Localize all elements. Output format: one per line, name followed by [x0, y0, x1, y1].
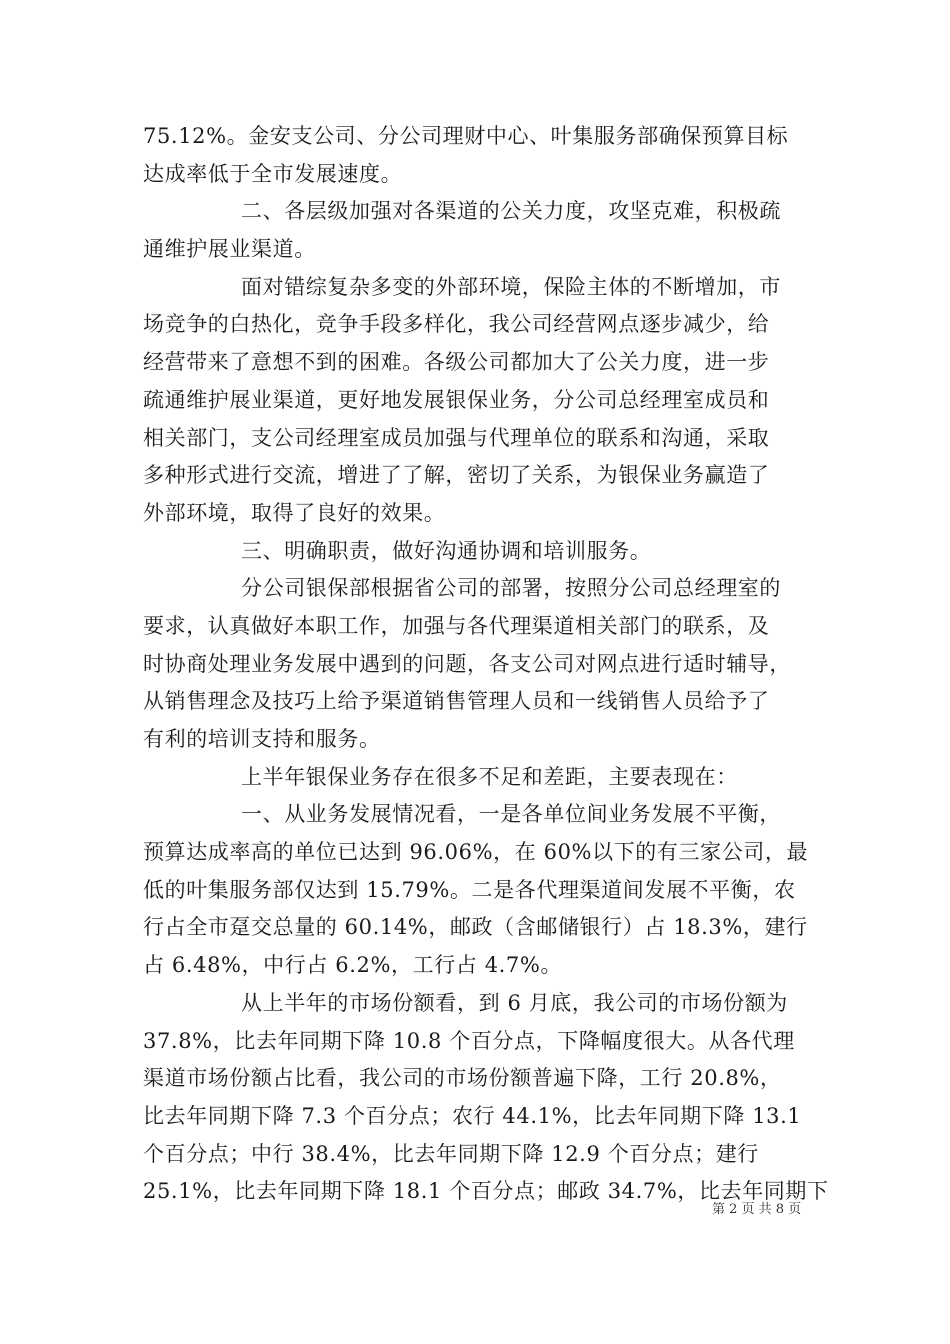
text-line: 占 6.48%，中行占 6.2%，工行占 4.7%。 — [143, 953, 563, 978]
paragraph-start: 分公司银保部根据省公司的部署，按照分公司总经理室的 — [241, 576, 781, 601]
text-line: 场竞争的白热化，竞争手段多样化，我公司经营网点逐步减少，给 — [143, 312, 770, 337]
paragraph-start: 上半年银保业务存在很多不足和差距，主要表现在： — [241, 764, 738, 789]
text-line: 有利的培训支持和服务。 — [143, 727, 381, 751]
text-line: 行占全市趸交总量的 60.14%，邮政（含邮储银行）占 18.3%，建行 — [143, 915, 808, 940]
text-line: 渠道市场份额占比看，我公司的市场份额普遍下降，工行 20.8%， — [143, 1066, 782, 1091]
text-line: 相关部门，支公司经理室成员加强与代理单位的联系和沟通，采取 — [143, 425, 770, 450]
text-line: 从销售理念及技巧上给予渠道销售管理人员和一线销售人员给予了 — [143, 689, 770, 714]
text-line: 要求，认真做好本职工作，加强与各代理渠道相关部门的联系，及 — [143, 613, 770, 638]
text-line: 比去年同期下降 7.3 个百分点；农行 44.1%，比去年同期下降 13.1 — [143, 1103, 802, 1128]
text-line: 低的叶集服务部仅达到 15.79%。二是各代理渠道间发展不平衡，农 — [143, 877, 796, 902]
page-number: 第 2 页 共 8 页 — [712, 1202, 802, 1217]
paragraph-start: 从上半年的市场份额看，到 6 月底，我公司的市场份额为 — [241, 990, 788, 1015]
text-line: 疏通维护展业渠道，更好地发展银保业务，分公司总经理室成员和 — [143, 387, 770, 412]
text-line: 75.12%。金安支公司、分公司理财中心、叶集服务部确保预算目标 — [143, 124, 789, 148]
text-line: 时协商处理业务发展中遇到的问题，各支公司对网点进行适时辅导， — [143, 651, 791, 676]
paragraph-start: 面对错综复杂多变的外部环境，保险主体的不断增加，市 — [241, 274, 781, 299]
text-line: 个百分点；中行 38.4%，比去年同期下降 12.9 个百分点；建行 — [143, 1141, 759, 1166]
text-line: 25.1%，比去年同期下降 18.1 个百分点；邮政 34.7%，比去年同期下 — [143, 1179, 829, 1204]
text-line: 达成率低于全市发展速度。 — [143, 161, 403, 186]
text-line: 预算达成率高的单位已达到 96.06%，在 60%以下的有三家公司，最 — [143, 840, 809, 865]
paragraph-start: 一、从业务发展情况看，一是各单位间业务发展不平衡， — [241, 802, 781, 827]
section-heading: 二、各层级加强对各渠道的公关力度，攻坚克难，积极疏 — [241, 199, 781, 224]
text-line: 经营带来了意想不到的困难。各级公司都加大了公关力度，进一步 — [143, 350, 770, 375]
section-heading: 三、明确职责，做好沟通协调和培训服务。 — [241, 538, 652, 563]
text-line: 37.8%，比去年同期下降 10.8 个百分点，下降幅度很大。从各代理 — [143, 1028, 795, 1053]
text-line: 通维护展业渠道。 — [143, 237, 316, 262]
text-line: 多种形式进行交流，增进了了解，密切了关系，为银保业务赢造了 — [143, 463, 770, 488]
text-line: 外部环境，取得了良好的效果。 — [143, 500, 446, 525]
document-body — [143, 118, 829, 1211]
